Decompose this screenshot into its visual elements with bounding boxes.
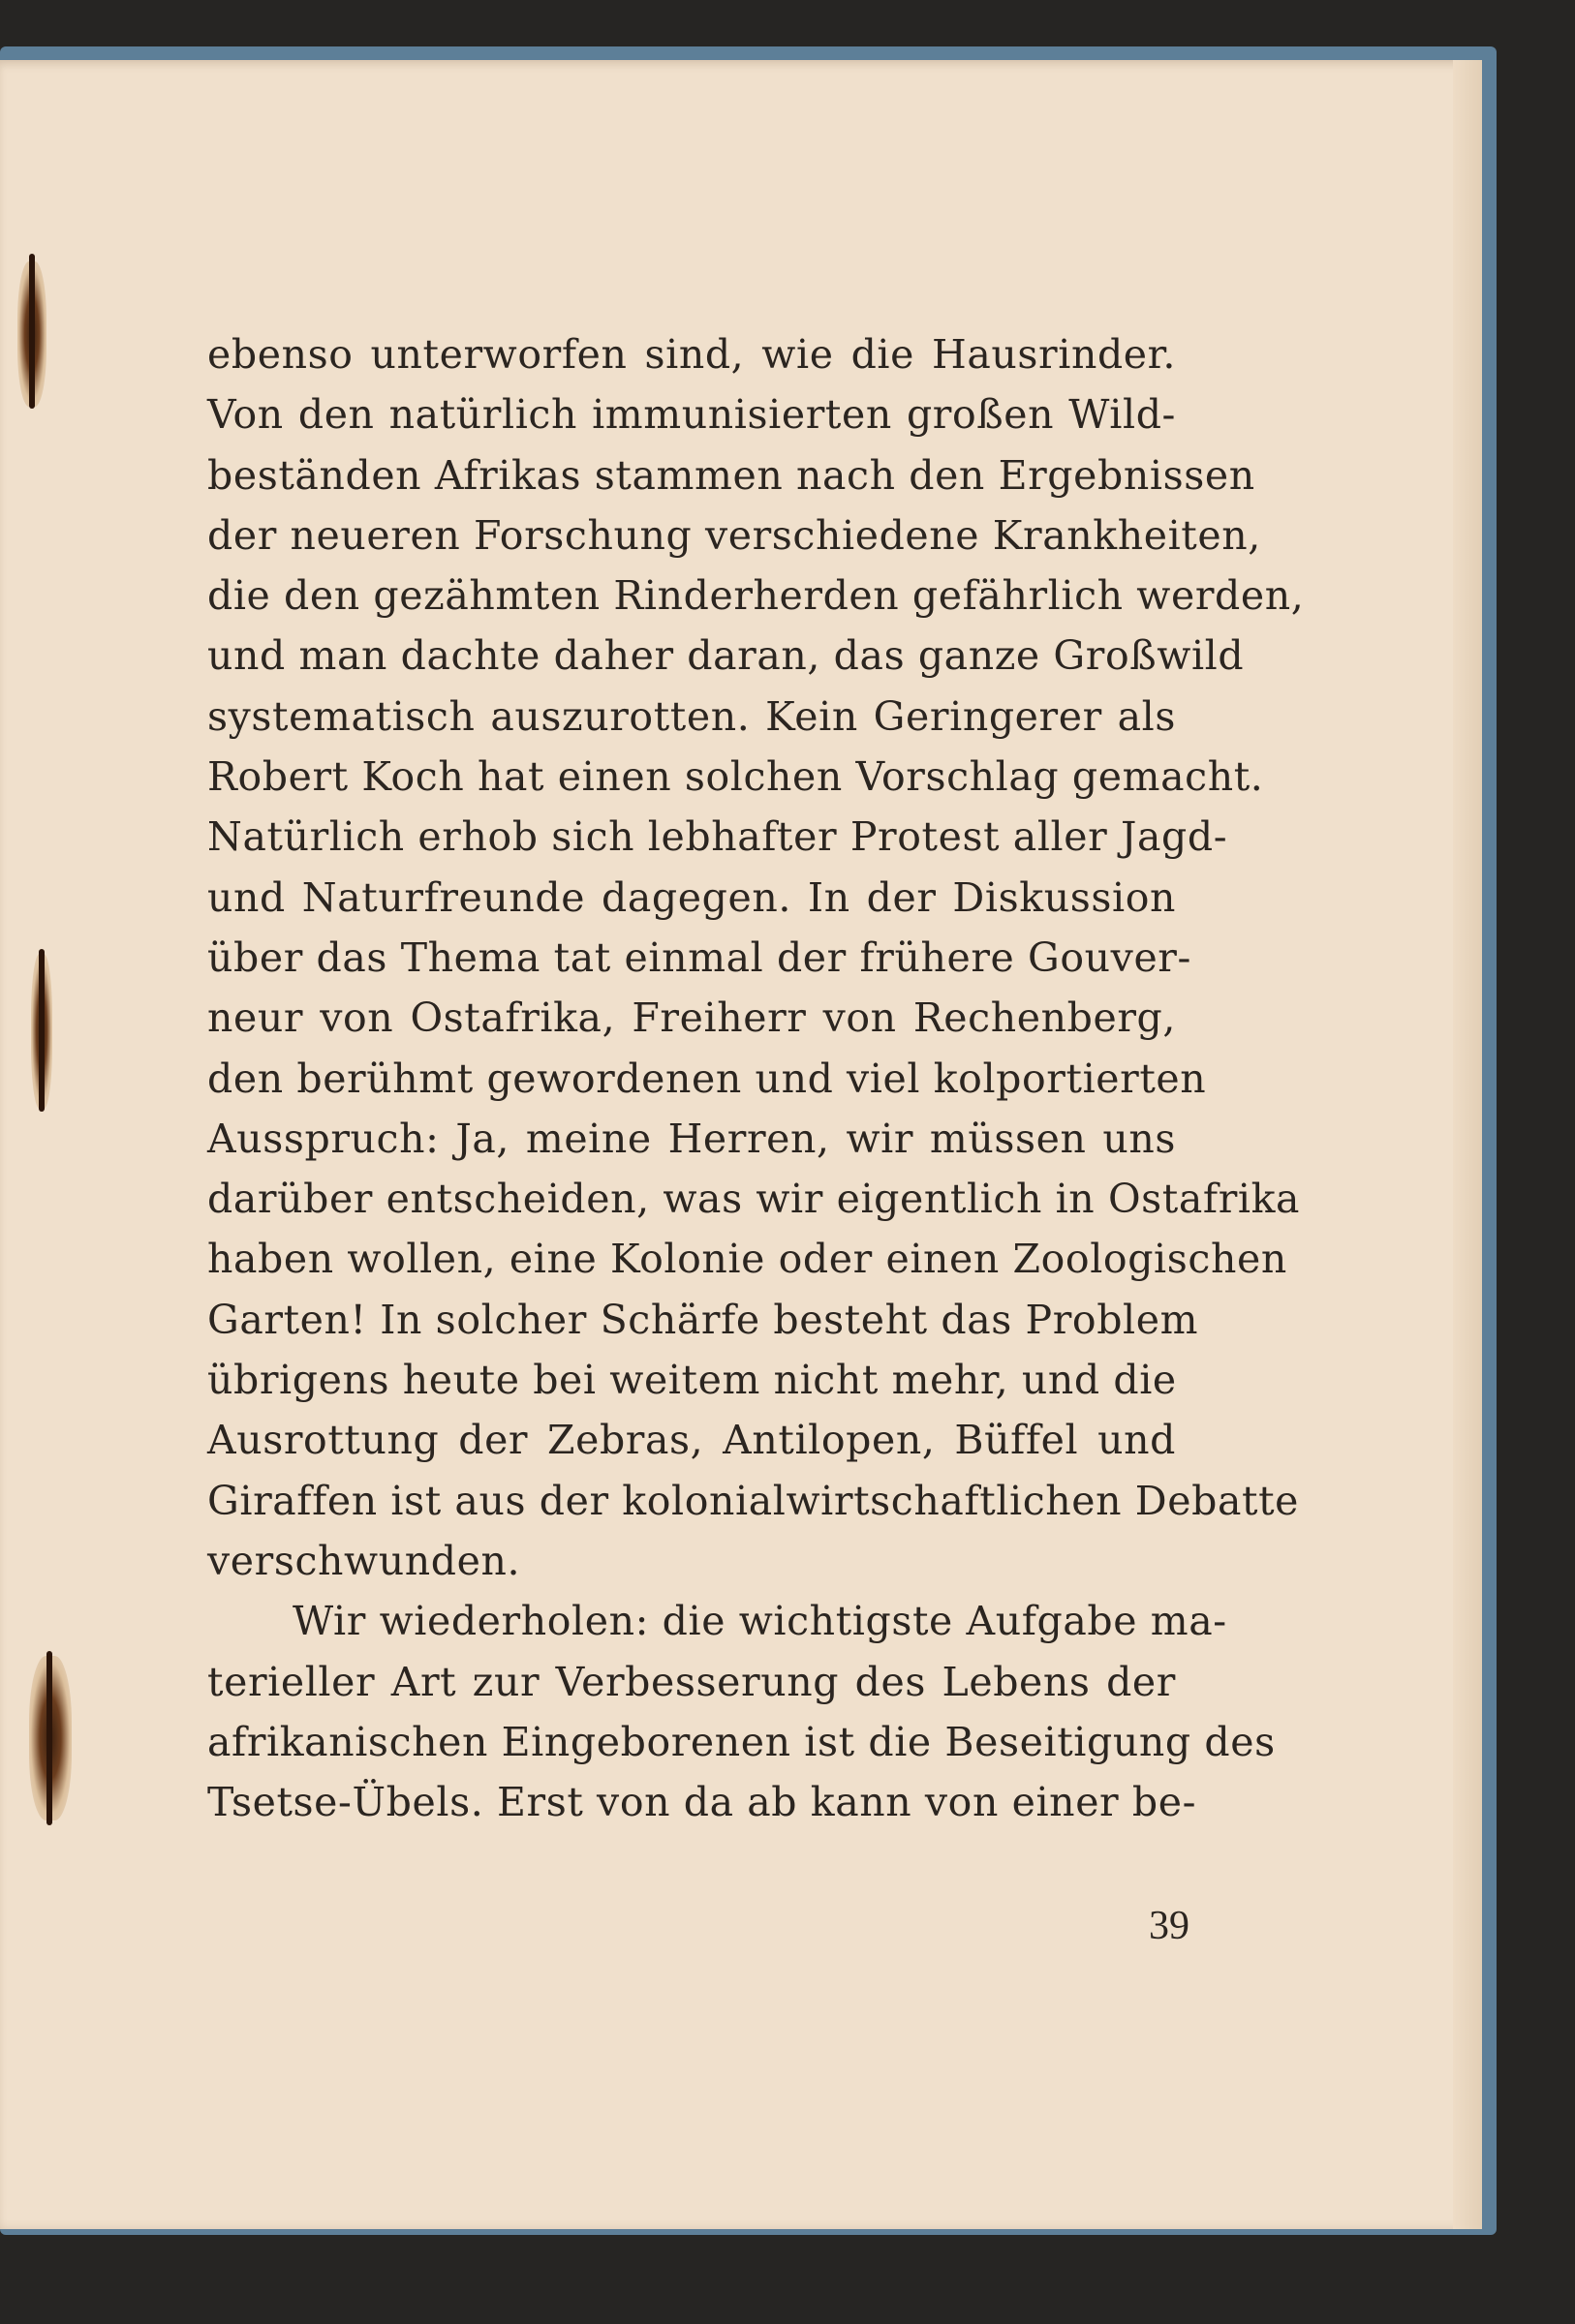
text-line: den berühmt gewordenen und viel kolportierten [207, 1055, 1207, 1102]
binding-thread-top [29, 254, 35, 409]
text-line: Natürlich erhob sich lebhafter Protest aller Jagd- [207, 813, 1228, 861]
text-line: Robert Koch hat einen solchen Vorschlag gemacht. [207, 753, 1264, 801]
text-line: die den gezähmten Rinderherden gefährlich werden, [207, 572, 1305, 620]
text-line: haben wollen, eine Kolonie oder einen Zoologischen [207, 1236, 1287, 1283]
text-line: und man dachte daher daran, das ganze Großwild [207, 632, 1245, 680]
text-line: über das Thema tat einmal der frühere Gouver- [207, 933, 1191, 981]
text-line: beständen Afrikas stammen nach den Ergebnissen [207, 451, 1255, 499]
text-line: Ausrottung der Zebras, Antilopen, Büffel und [207, 1417, 1176, 1464]
text-line: der neueren Forschung verschiedene Krankheiten, [207, 511, 1261, 559]
text-line-paragraph-end: verschwunden. [207, 1537, 521, 1584]
text-line: terieller Art zur Verbesserung des Lebens der [207, 1658, 1176, 1705]
text-line: Tsetse-Übels. Erst von da ab kann von einer be- [207, 1779, 1197, 1826]
text-line: afrikanischen Eingeborenen ist die Beseitigung des [207, 1718, 1276, 1765]
text-line: übrigens heute bei weitem nicht mehr, und die [207, 1357, 1177, 1404]
text-line: Ausspruch: Ja, meine Herren, wir müssen uns [207, 1115, 1176, 1162]
text-line: Garten! In solcher Schärfe besteht das Problem [207, 1296, 1199, 1343]
binding-thread-bottom [46, 1651, 52, 1825]
text-line-paragraph-start: Wir wiederholen: die wichtigste Aufgabe ma- [293, 1598, 1227, 1645]
body-text [207, 324, 1305, 1832]
text-line: ebenso unterworfen sind, wie die Hausrinder. [207, 331, 1176, 378]
text-line: Von den natürlich immunisierten großen Wild- [207, 391, 1176, 439]
text-line: und Naturfreunde dagegen. In der Diskussion [207, 873, 1176, 921]
binding-thread-middle [39, 949, 45, 1112]
text-line: Giraffen ist aus der kolonialwirtschaftlichen Debatte [207, 1477, 1300, 1524]
page-number: 39 [1149, 1904, 1189, 1948]
text-line: systematisch auszurotten. Kein Geringerer als [207, 692, 1176, 740]
text-line: darüber entscheiden, was wir eigentlich in Ostafrika [207, 1176, 1301, 1223]
text-line: neur von Ostafrika, Freiherr von Rechenberg, [207, 994, 1176, 1042]
page-edge-shadow [1453, 60, 1482, 2229]
